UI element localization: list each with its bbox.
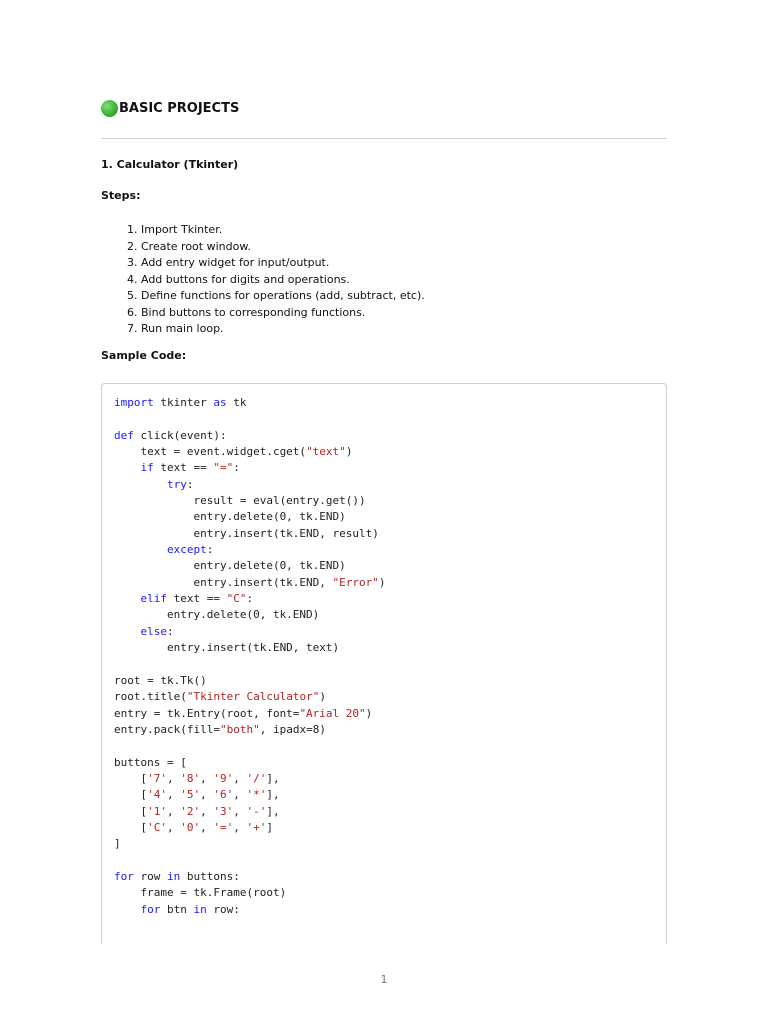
code-line bbox=[114, 395, 386, 411]
section-title: 1. Calculator (Tkinter) bbox=[101, 158, 239, 171]
code-text-token: , bbox=[233, 771, 247, 785]
code-text-token: result = eval(entry.get()) bbox=[114, 494, 366, 508]
code-text-token: buttons = [ bbox=[114, 755, 187, 769]
code-line bbox=[114, 820, 386, 836]
code-line bbox=[114, 477, 386, 493]
code-keyword: in bbox=[193, 902, 207, 916]
code-text-token: entry.pack(fill= bbox=[114, 722, 220, 736]
code-text-token: entry = tk.Entry(root, font= bbox=[114, 706, 300, 720]
code-text-token: ] bbox=[114, 837, 121, 851]
code-string: 'C' bbox=[147, 820, 167, 834]
code-line bbox=[114, 428, 386, 444]
step-item: 1. Import Tkinter. bbox=[127, 223, 223, 236]
code-keyword: elif bbox=[140, 592, 167, 606]
step-item: 6. Bind buttons to corresponding functions. bbox=[127, 305, 366, 319]
code-keyword: except bbox=[166, 543, 207, 557]
code-line bbox=[114, 689, 386, 705]
code-string: '2' bbox=[180, 804, 201, 818]
code-text-token: : bbox=[233, 461, 240, 475]
code-keyword: else bbox=[140, 624, 167, 638]
code-text-token: ], bbox=[266, 771, 280, 785]
code-text-token: click(event): bbox=[133, 428, 227, 442]
code-line bbox=[114, 787, 386, 803]
code-line bbox=[114, 836, 386, 852]
code-line bbox=[114, 411, 386, 427]
code-text-token: text == bbox=[153, 461, 214, 475]
code-text-token bbox=[114, 543, 167, 556]
code-text-token: row: bbox=[206, 902, 240, 916]
code-string: '8' bbox=[180, 771, 201, 785]
code-text-token: tk bbox=[226, 396, 247, 409]
code-line bbox=[114, 575, 386, 591]
step-item: 4. Add buttons for digits and operations. bbox=[127, 272, 350, 286]
code-line bbox=[114, 493, 386, 509]
code-string: '4' bbox=[147, 788, 167, 802]
code-keyword: try bbox=[166, 477, 187, 491]
code-text-token: [ bbox=[114, 820, 148, 834]
steps-label: Steps: bbox=[101, 189, 141, 202]
code-line bbox=[114, 755, 386, 771]
code-string: '9' bbox=[213, 771, 234, 785]
green-circle-icon bbox=[101, 100, 118, 117]
code-string: '3' bbox=[213, 804, 234, 818]
code-text-token: , bbox=[200, 804, 214, 818]
code-line bbox=[114, 869, 386, 885]
code-text-token: , bbox=[200, 771, 214, 785]
page-title-text: BASIC PROJECTS bbox=[119, 101, 240, 116]
code-line bbox=[114, 885, 386, 901]
code-text-token: , ipadx=8) bbox=[259, 722, 326, 736]
code-text bbox=[114, 395, 386, 918]
code-line bbox=[114, 853, 386, 869]
code-text-token: ) bbox=[365, 706, 373, 720]
sample-code-label: Sample Code: bbox=[101, 349, 187, 362]
code-text-token: root = tk.Tk() bbox=[114, 673, 207, 687]
code-string: '/' bbox=[246, 771, 267, 785]
code-string: '0' bbox=[180, 820, 201, 834]
code-string: '+' bbox=[246, 820, 267, 834]
code-line bbox=[114, 804, 386, 820]
code-text-token: root.title( bbox=[114, 690, 187, 704]
code-text-token bbox=[114, 478, 167, 491]
code-line bbox=[114, 902, 386, 918]
code-line bbox=[114, 444, 386, 460]
code-string: '5' bbox=[180, 788, 201, 802]
code-string: '-' bbox=[246, 804, 267, 818]
code-line bbox=[114, 542, 386, 558]
code-text-token: entry.delete(0, tk.END) bbox=[114, 608, 320, 622]
code-keyword: import bbox=[114, 396, 154, 409]
code-text-token: [ bbox=[114, 788, 148, 802]
code-block bbox=[101, 383, 667, 944]
step-item: 5. Define functions for operations (add, subtract, etc). bbox=[127, 289, 425, 302]
page-title bbox=[101, 100, 239, 117]
code-line bbox=[114, 640, 386, 656]
code-text-token: buttons: bbox=[180, 869, 240, 883]
code-text-token: btn bbox=[160, 902, 194, 916]
code-text-token bbox=[114, 592, 141, 605]
code-string: '=' bbox=[213, 820, 234, 834]
step-item: 2. Create root window. bbox=[127, 239, 251, 253]
code-text-token: , bbox=[167, 804, 181, 818]
step-item: 7. Run main loop. bbox=[127, 322, 224, 335]
code-line bbox=[114, 706, 386, 722]
code-line bbox=[114, 771, 386, 787]
code-string: "Arial 20" bbox=[299, 706, 366, 720]
code-keyword: for bbox=[114, 869, 134, 883]
code-line bbox=[114, 607, 386, 623]
code-text-token: ], bbox=[266, 804, 280, 818]
code-string: "=" bbox=[213, 461, 234, 475]
code-line bbox=[114, 460, 386, 476]
code-text-token: : bbox=[186, 477, 194, 491]
page-number: 1 bbox=[380, 973, 388, 986]
code-text-token: ) bbox=[378, 575, 386, 589]
code-keyword: for bbox=[140, 902, 161, 916]
code-text-token: frame = tk.Frame(root) bbox=[114, 886, 287, 900]
code-text-token: entry.delete(0, tk.END) bbox=[114, 510, 346, 524]
code-text-token: text = event.widget.cget( bbox=[114, 445, 307, 459]
horizontal-divider bbox=[101, 138, 667, 139]
code-text-token bbox=[114, 625, 141, 638]
code-text-token: , bbox=[200, 820, 214, 834]
code-line bbox=[114, 624, 386, 640]
code-text-token: entry.insert(tk.END, result) bbox=[114, 526, 379, 540]
code-string: '1' bbox=[147, 804, 167, 818]
code-string: "Tkinter Calculator" bbox=[186, 690, 320, 704]
code-text-token: text == bbox=[167, 592, 227, 606]
code-text-token: : bbox=[246, 592, 254, 606]
code-keyword: in bbox=[167, 869, 181, 883]
code-line bbox=[114, 673, 386, 689]
code-string: '*' bbox=[246, 788, 267, 802]
code-string: "C" bbox=[226, 592, 247, 606]
code-text-token: ) bbox=[345, 445, 353, 459]
code-text-token: , bbox=[233, 820, 247, 834]
code-text-token: , bbox=[233, 804, 247, 818]
code-text-token: entry.delete(0, tk.END) bbox=[114, 559, 346, 573]
code-text-token: , bbox=[233, 788, 247, 802]
code-text-token: ] bbox=[266, 820, 273, 834]
code-string: "text" bbox=[306, 445, 346, 459]
code-text-token: , bbox=[200, 788, 214, 802]
code-line bbox=[114, 591, 386, 607]
code-string: '6' bbox=[213, 788, 234, 802]
code-keyword: if bbox=[140, 461, 154, 475]
code-keyword: def bbox=[114, 428, 134, 442]
code-text-token: [ bbox=[114, 804, 148, 818]
code-line bbox=[114, 738, 386, 754]
code-line bbox=[114, 509, 386, 525]
step-item: 3. Add entry widget for input/output. bbox=[127, 256, 330, 269]
code-line bbox=[114, 558, 386, 574]
code-text-token: tkinter bbox=[153, 396, 214, 409]
code-line bbox=[114, 657, 386, 673]
code-string: "Error" bbox=[332, 575, 379, 589]
code-text-token: , bbox=[167, 820, 181, 834]
code-text-token: [ bbox=[114, 771, 148, 785]
code-text-token bbox=[114, 461, 141, 474]
code-text-token: entry.insert(tk.END, text) bbox=[114, 641, 340, 655]
code-string: "both" bbox=[219, 722, 260, 736]
code-keyword: as bbox=[213, 396, 227, 409]
code-text-token: , bbox=[167, 788, 181, 802]
code-text-token: row bbox=[133, 869, 167, 883]
code-text-token: entry.insert(tk.END, bbox=[114, 575, 333, 589]
code-line bbox=[114, 526, 386, 542]
code-line bbox=[114, 722, 386, 738]
code-text-token: ], bbox=[266, 788, 280, 802]
code-string: '7' bbox=[147, 771, 167, 785]
code-text-token: ) bbox=[319, 690, 326, 704]
code-text-token: , bbox=[167, 771, 181, 785]
code-text-token: : bbox=[206, 543, 214, 557]
steps-list bbox=[127, 222, 425, 338]
code-text-token bbox=[114, 903, 141, 916]
code-text-token: : bbox=[167, 624, 174, 638]
